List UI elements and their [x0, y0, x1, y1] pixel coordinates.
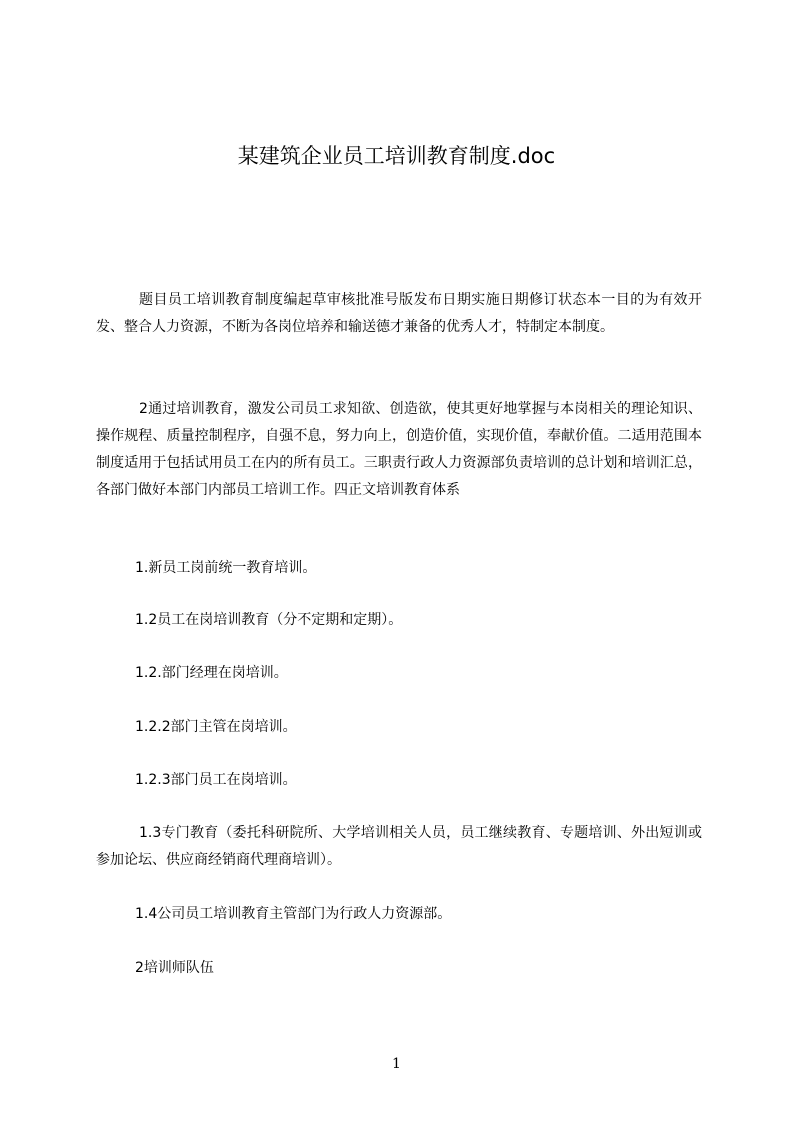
list-item: 1.2.2部门主管在岗培训。: [135, 719, 297, 735]
list-item: 1.新员工岗前统一教育培训。: [135, 560, 317, 576]
document-title: 某建筑企业员工培训教育制度.doc: [237, 144, 556, 168]
paragraph-scope: 2通过培训教育，激发公司员工求知欲、创造欲，使其更好地掌握与本岗相关的理论知识、操作规程、质量控制程序，自强不息，努力向上，创造价值，实现价值，奉献价值。二适用范围本制度适用于包括试用员工在内的所有员工。三职责行政人力资源部负责培训的总计划和培训汇总，各部门做好本部门内部员工培训工作。四正文培训教育体系: [96, 401, 702, 498]
list-item: 1.2.部门经理在岗培训。: [135, 665, 288, 681]
section-heading: 2培训师队伍: [135, 960, 214, 976]
page-number: 1: [392, 1056, 401, 1072]
list-item: 1.2员工在岗培训教育（分不定期和定期）。: [135, 612, 403, 628]
list-item: 1.2.3部门员工在岗培训。: [135, 772, 297, 788]
paragraph-purpose: 题目员工培训教育制度编起草审核批准号版发布日期实施日期修订状态本一目的为有效开发、整合人力资源，不断为各岗位培养和输送德才兼备的优秀人才，特制定本制度。: [96, 292, 702, 335]
paragraph-special-education: 1.3专门教育（委托科研院所、大学培训相关人员，员工继续教育、专题培训、外出短训或参加论坛、供应商经销商代理商培训）。: [96, 825, 702, 868]
list-item: 1.4公司员工培训教育主管部门为行政人力资源部。: [135, 906, 452, 922]
